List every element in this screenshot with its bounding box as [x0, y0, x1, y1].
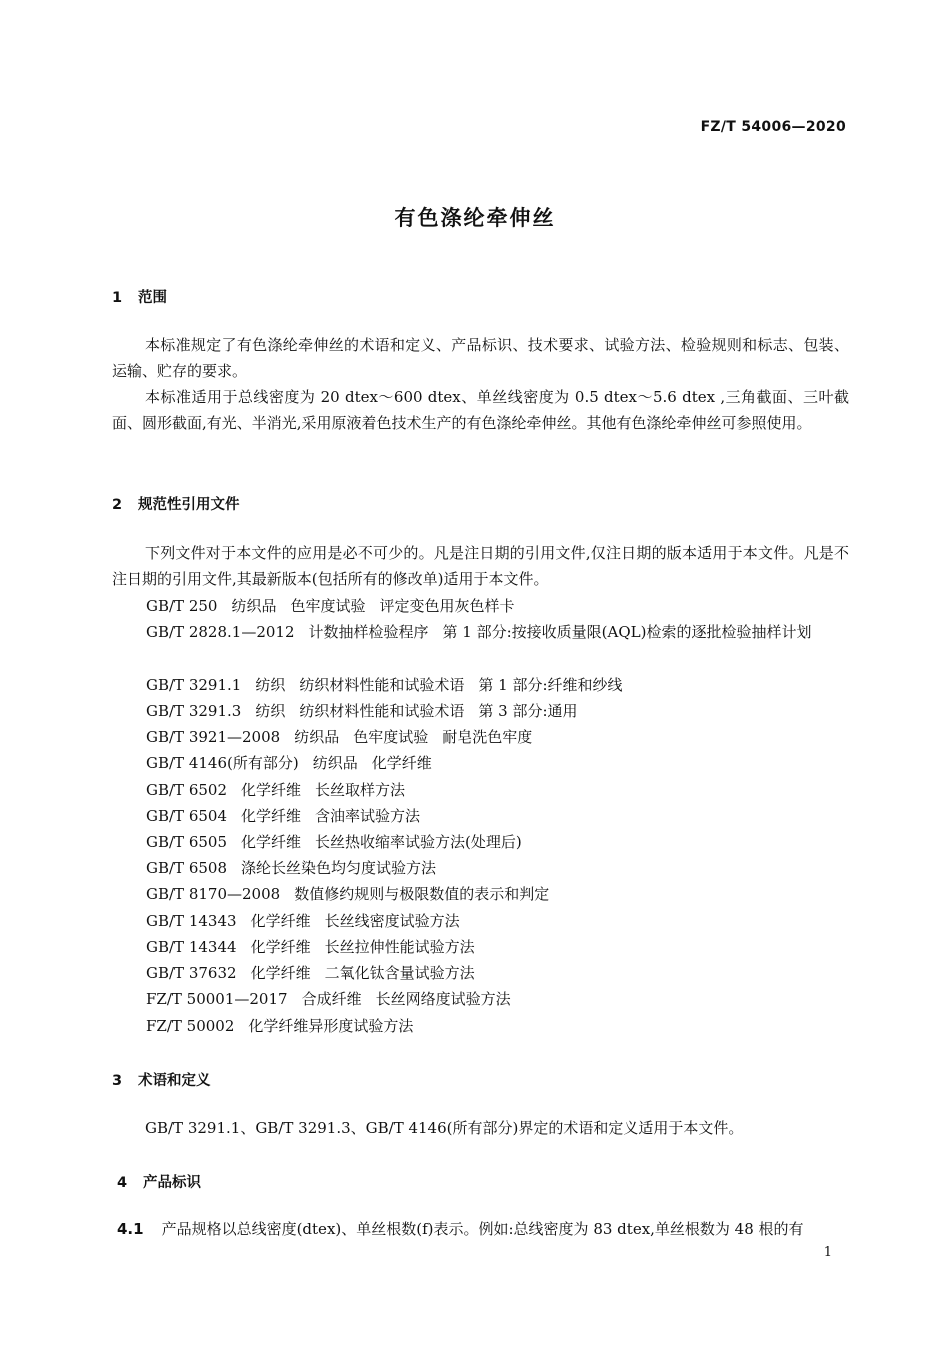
reference-title: 纺织 [255, 676, 286, 694]
reference-code: GB/T 8170—2008 [146, 885, 281, 903]
reference-item [146, 960, 489, 986]
reference-code: GB/T 250 [146, 597, 218, 615]
reference-title: 化学纤维 [241, 833, 302, 851]
reference-code: FZ/T 50002 [146, 1017, 235, 1035]
reference-title: 长丝热收缩率试验方法(处理后) [315, 833, 522, 851]
reference-title: 化学纤维 [371, 754, 432, 772]
reference-code: GB/T 4146(所有部分) [146, 754, 299, 772]
reference-item [146, 855, 450, 881]
reference-title: 长丝线密度试验方法 [324, 912, 460, 930]
reference-title: 色牢度试验 [353, 728, 429, 746]
reference-title: 第 3 部分:通用 [478, 702, 578, 720]
reference-title: 化学纤维 [250, 912, 311, 930]
reference-title: 涤纶长丝染色均匀度试验方法 [241, 859, 437, 877]
clause-4-1 [117, 1216, 852, 1242]
section-1-heading [112, 286, 167, 307]
reference-item [146, 750, 446, 776]
document-title: 有色涤纶牵伸丝 [394, 206, 556, 230]
reference-title: 纺织品 [231, 597, 277, 615]
reference-title: 耐皂洗色牢度 [442, 728, 533, 746]
section-title: 产品标识 [143, 1175, 201, 1191]
reference-title: 长丝网络度试验方法 [375, 990, 511, 1008]
reference-item [146, 829, 536, 855]
section-3-heading [112, 1069, 211, 1090]
reference-item [146, 593, 515, 619]
reference-item [146, 934, 489, 960]
reference-code: GB/T 3291.1 [146, 676, 242, 694]
section-3-paragraph: GB/T 3291.1、GB/T 3291.3、GB/T 4146(所有部分)界定的术语和定义适用于本文件。 [145, 1119, 744, 1137]
section-1-paragraph-1: 本标准规定了有色涤纶牵伸丝的术语和定义、产品标识、技术要求、试验方法、检验规则和标志、包装、运输、贮存的要求。 [112, 336, 849, 380]
reference-title: 合成纤维 [301, 990, 362, 1008]
section-title: 规范性引用文件 [138, 497, 240, 513]
clause-text: 产品规格以总线密度(dtex)、单丝根数(f)表示。例如:总线密度为 83 dtex,单丝根数为 48 根的有 [161, 1220, 804, 1238]
section-title: 范围 [138, 290, 167, 306]
reference-item [146, 672, 623, 698]
reference-code: GB/T 6502 [146, 781, 228, 799]
reference-title: 第 1 部分:纤维和纱线 [478, 676, 623, 694]
reference-item [146, 724, 532, 750]
reference-title: 第 1 部分:按接收质量限(AQL)检索的逐批检验抽样计划 [442, 623, 812, 641]
reference-code: GB/T 37632 [146, 964, 237, 982]
section-number: 1 [112, 290, 123, 306]
reference-item [146, 986, 525, 1012]
reference-title: 化学纤维 [250, 964, 311, 982]
section-number: 2 [112, 497, 123, 513]
reference-code: GB/T 3921—2008 [146, 728, 281, 746]
reference-title: 二氧化钛含量试验方法 [324, 964, 475, 982]
reference-title: 化学纤维异形度试验方法 [248, 1017, 414, 1035]
reference-title: 色牢度试验 [290, 597, 366, 615]
section-1-paragraph-2: 本标准适用于总线密度为 20 dtex～600 dtex、单丝线密度为 0.5 dtex～5.6 dtex ,三角截面、三叶截面、圆形截面,有光、半消光,采用原液着色技术生产的有色涤纶牵伸丝。其他有色涤纶牵伸丝可参照使用。 [112, 388, 849, 432]
page-number: 1 [823, 1245, 832, 1260]
reference-item [112, 619, 849, 645]
section-title: 术语和定义 [138, 1073, 211, 1089]
reference-title: 数值修约规则与极限数值的表示和判定 [294, 885, 550, 903]
reference-title: 长丝取样方法 [315, 781, 406, 799]
reference-title: 化学纤维 [241, 807, 302, 825]
reference-code: GB/T 6508 [146, 859, 228, 877]
reference-title: 长丝拉伸性能试验方法 [324, 938, 475, 956]
reference-code: GB/T 6504 [146, 807, 228, 825]
reference-code: FZ/T 50001—2017 [146, 990, 288, 1008]
reference-title: 纺织品 [312, 754, 358, 772]
reference-title: 化学纤维 [250, 938, 311, 956]
reference-code: GB/T 2828.1—2012 [146, 623, 295, 641]
reference-title: 纺织品 [294, 728, 340, 746]
reference-code: GB/T 6505 [146, 833, 228, 851]
standard-code: FZ/T 54006—2020 [700, 119, 846, 135]
section-number: 4 [117, 1175, 128, 1191]
reference-item [146, 908, 474, 934]
reference-title: 纺织材料性能和试验术语 [299, 676, 465, 694]
reference-title: 化学纤维 [241, 781, 302, 799]
reference-title: 评定变色用灰色样卡 [379, 597, 515, 615]
reference-title: 含油率试验方法 [315, 807, 421, 825]
reference-item [146, 803, 434, 829]
reference-code: GB/T 14344 [146, 938, 237, 956]
clause-number: 4.1 [117, 1220, 144, 1238]
reference-item [146, 1013, 427, 1039]
reference-item [146, 777, 419, 803]
section-2-intro: 下列文件对于本文件的应用是必不可少的。凡是注日期的引用文件,仅注日期的版本适用于本文件。凡是不注日期的引用文件,其最新版本(包括所有的修改单)适用于本文件。 [112, 544, 849, 588]
section-2-heading [112, 493, 240, 514]
reference-item [146, 881, 563, 907]
section-number: 3 [112, 1073, 123, 1089]
reference-item [146, 698, 578, 724]
reference-title: 纺织材料性能和试验术语 [299, 702, 465, 720]
reference-title: 计数抽样检验程序 [308, 623, 429, 641]
section-4-heading [117, 1171, 201, 1192]
reference-code: GB/T 14343 [146, 912, 237, 930]
reference-title: 纺织 [255, 702, 286, 720]
reference-code: GB/T 3291.3 [146, 702, 242, 720]
